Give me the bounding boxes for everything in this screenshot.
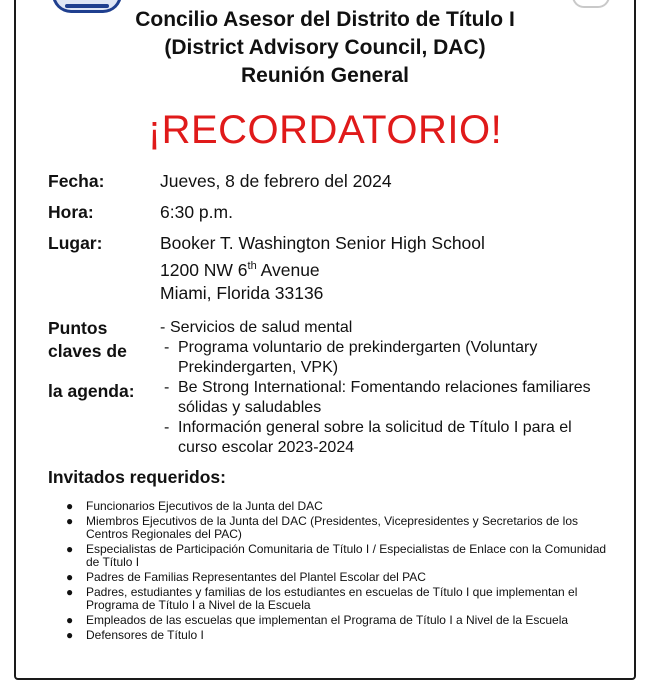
agenda-label-line3: la agenda: — [48, 381, 135, 401]
bullet-icon: ● — [66, 628, 74, 642]
invited-list — [66, 500, 616, 644]
list-item — [66, 629, 616, 642]
invited-heading: Invitados requeridos: — [48, 467, 226, 487]
agenda-item-text: Información general sobre la solicitud de Título I para el curso escolar 2023-2024 — [178, 419, 572, 456]
list-item-text: Padres de Familias Representantes del Plantel Escolar del PAC — [86, 570, 426, 584]
header-title-line2: (District Advisory Council, DAC) — [164, 36, 486, 59]
date-value: Jueves, 8 de febrero del 2024 — [160, 171, 392, 191]
list-item-text: Especialistas de Participación Comunitaria de Título I / Especialistas de Enlace con la Comunidad de Título I — [86, 542, 607, 569]
agenda-label-line1: Puntos — [48, 318, 108, 338]
header-title-line3: Reunión General — [240, 64, 410, 87]
place-line3: Miami, Florida 33136 — [160, 282, 324, 303]
list-item-text: Miembros Ejecutivos de la Junta del DAC (Presidentes, Vicepresidentes y Secretarios de los Centros Regionales del PAC) — [86, 514, 579, 541]
agenda-item-text: Programa voluntario de prekindergarten (Voluntary Prekindergarten, VPK) — [178, 339, 538, 376]
list-item-text: Empleados de las escuelas que implementan el Programa de Título I a Nivel de la Escuela — [86, 613, 569, 627]
agenda-list — [160, 318, 610, 458]
list-item — [66, 500, 616, 513]
agenda-item-text: Be Strong International: Fomentando relaciones familiares sólidas y saludables — [178, 379, 591, 416]
agenda-item: - Programa voluntario de prekindergarten (Voluntary Prekindergarten, VPK) — [164, 339, 538, 376]
time-label: Hora: — [48, 202, 94, 222]
list-item-text: Defensores de Título I — [86, 628, 204, 642]
list-item-text: Padres, estudiantes y familias de los estudiantes en escuelas de Título I que implementan el Programa de Título I a Nivel de la Escuela — [86, 585, 578, 612]
agenda-item-text: Servicios de salud mental — [170, 319, 353, 336]
place-line2-street: 1200 NW 6 — [160, 259, 248, 280]
list-item — [66, 543, 616, 569]
place-address — [160, 232, 485, 305]
bullet-icon: ● — [66, 613, 74, 627]
place-line2-ordinal: th — [247, 260, 257, 272]
agenda-label-line2: claves de — [48, 341, 127, 361]
list-item — [66, 586, 616, 612]
list-item — [66, 614, 616, 627]
place-line1: Booker T. Washington Senior High School — [160, 233, 485, 253]
bullet-icon: ● — [66, 514, 74, 528]
place-line2 — [160, 255, 485, 282]
bullet-icon: ● — [66, 585, 74, 599]
place-line2-avenue: Avenue — [256, 259, 320, 280]
list-item-text: Funcionarios Ejecutivos de la Junta del DAC — [86, 499, 323, 513]
bullet-icon: ● — [66, 499, 74, 513]
agenda-item: - Be Strong International: Fomentando relaciones familiares sólidas y saludables — [164, 379, 591, 416]
list-item — [66, 571, 616, 584]
agenda-item: - Información general sobre la solicitud de Título I para el curso escolar 2023-2024 — [164, 419, 572, 456]
bullet-icon: ● — [66, 570, 74, 584]
time-value: 6:30 p.m. — [160, 202, 233, 222]
bullet-icon: ● — [66, 542, 74, 556]
header-title-line1: Concilio Asesor del Distrito de Título I — [135, 8, 515, 31]
place-label: Lugar: — [48, 233, 103, 253]
agenda-item: - Servicios de salud mental — [160, 319, 353, 336]
date-label: Fecha: — [48, 171, 105, 191]
reminder-heading: ¡RECORDATORIO! — [147, 108, 503, 152]
list-item — [66, 515, 616, 541]
document-header — [0, 6, 650, 90]
